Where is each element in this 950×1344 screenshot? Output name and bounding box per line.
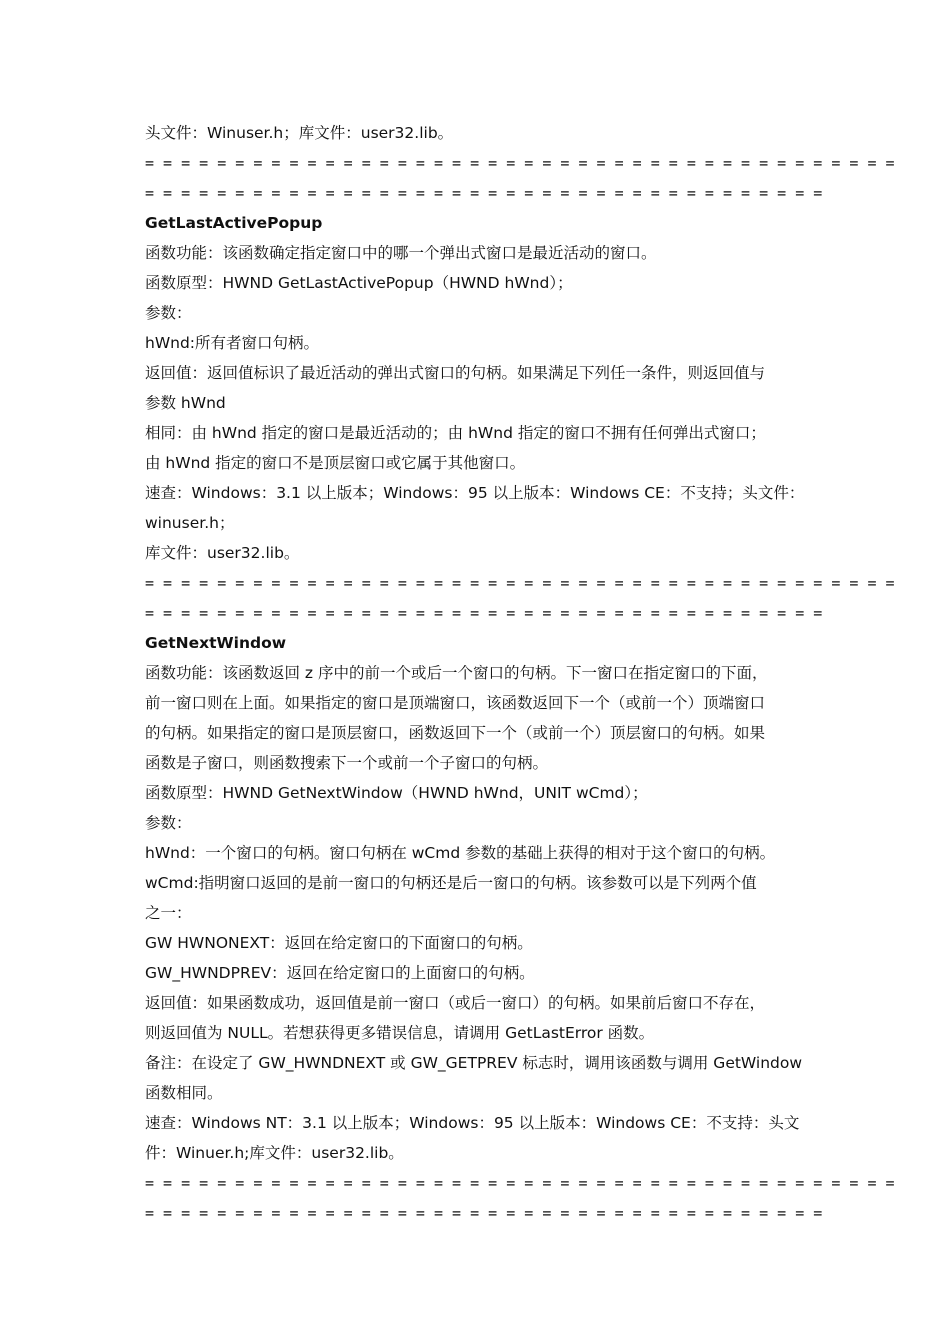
text-line: 函数原型：HWND GetNextWindow（HWND hWnd，UNIT wCmd）； xyxy=(145,784,648,802)
separator-line: = = = = = = = = = = = = = = = = = = = = = = = = = = = = = = = = = = = = = = xyxy=(145,604,823,622)
text-line: 件：Winuer.h;库文件：user32.lib。 xyxy=(145,1144,404,1162)
text-line: 的句柄。如果指定的窗口是顶层窗口，函数返回下一个（或前一个）顶层窗口的句柄。如果 xyxy=(145,724,766,742)
text-line: 相同：由 hWnd 指定的窗口是最近活动的；由 hWnd 指定的窗口不拥有任何弹出式窗口； xyxy=(145,424,766,442)
separator-line: = = = = = = = = = = = = = = = = = = = = = = = = = = = = = = = = = = = = = = = = = = xyxy=(145,574,895,592)
section-heading: GetLastActivePopup xyxy=(145,214,323,232)
text-line: hWnd:所有者窗口句柄。 xyxy=(145,334,320,352)
text-line: 速查：Windows：3.1 以上版本；Windows：95 以上版本：Windows CE：不支持；头文件： xyxy=(145,484,805,502)
text-line: 函数是子窗口，则函数搜索下一个或前一个子窗口的句柄。 xyxy=(145,754,549,772)
separator-line: = = = = = = = = = = = = = = = = = = = = = = = = = = = = = = = = = = = = = = = = = = xyxy=(145,1174,895,1192)
separator-line: = = = = = = = = = = = = = = = = = = = = = = = = = = = = = = = = = = = = = = xyxy=(145,1204,823,1222)
text-line: 返回值：如果函数成功，返回值是前一窗口（或后一窗口）的句柄。如果前后窗口不存在， xyxy=(145,994,766,1012)
text-line: 函数功能：该函数确定指定窗口中的哪一个弹出式窗口是最近活动的窗口。 xyxy=(145,244,657,262)
text-line: 头文件：Winuser.h；库文件：user32.lib。 xyxy=(145,124,454,142)
separator-line: = = = = = = = = = = = = = = = = = = = = = = = = = = = = = = = = = = = = = = xyxy=(145,184,823,202)
text-line: 参数： xyxy=(145,304,192,322)
text-line: 则返回值为 NULL。若想获得更多错误信息，请调用 GetLastError 函数。 xyxy=(145,1024,655,1042)
text-line: 前一窗口则在上面。如果指定的窗口是顶端窗口，该函数返回下一个（或前一个）顶端窗口 xyxy=(145,694,766,712)
separator-line: = = = = = = = = = = = = = = = = = = = = = = = = = = = = = = = = = = = = = = = = = = xyxy=(145,154,895,172)
text-line: 速查：Windows NT：3.1 以上版本；Windows：95 以上版本：Windows CE：不支持：头文 xyxy=(145,1114,800,1132)
text-line: 库文件：user32.lib。 xyxy=(145,544,300,562)
document-page xyxy=(145,118,895,1228)
text-line: hWnd：一个窗口的句柄。窗口句柄在 wCmd 参数的基础上获得的相对于这个窗口的句柄。 xyxy=(145,844,776,862)
text-line: 参数 hWnd xyxy=(145,394,226,412)
text-line: GW HWNONEXT：返回在给定窗口的下面窗口的句柄。 xyxy=(145,934,533,952)
text-line: 由 hWnd 指定的窗口不是顶层窗口或它属于其他窗口。 xyxy=(145,454,526,472)
text-line: 之一： xyxy=(145,904,192,922)
text-line: GW_HWNDPREV：返回在给定窗口的上面窗口的句柄。 xyxy=(145,964,535,982)
text-line: 参数： xyxy=(145,814,192,832)
text-line: wCmd:指明窗口返回的是前一窗口的句柄还是后一窗口的句柄。该参数可以是下列两个值 xyxy=(145,874,757,892)
text-line: 函数原型：HWND GetLastActivePopup（HWND hWnd）； xyxy=(145,274,573,292)
text-line: winuser.h； xyxy=(145,514,235,532)
text-line: 返回值：返回值标识了最近活动的弹出式窗口的句柄。如果满足下列任一条件，则返回值与 xyxy=(145,364,766,382)
text-line: 备注：在设定了 GW_HWNDNEXT 或 GW_GETPREV 标志时，调用该函数与调用 GetWindow xyxy=(145,1054,803,1072)
text-line: 函数功能：该函数返回 z 序中的前一个或后一个窗口的句柄。下一窗口在指定窗口的下面， xyxy=(145,664,768,682)
section-heading: GetNextWindow xyxy=(145,634,287,652)
text-line: 函数相同。 xyxy=(145,1084,223,1102)
